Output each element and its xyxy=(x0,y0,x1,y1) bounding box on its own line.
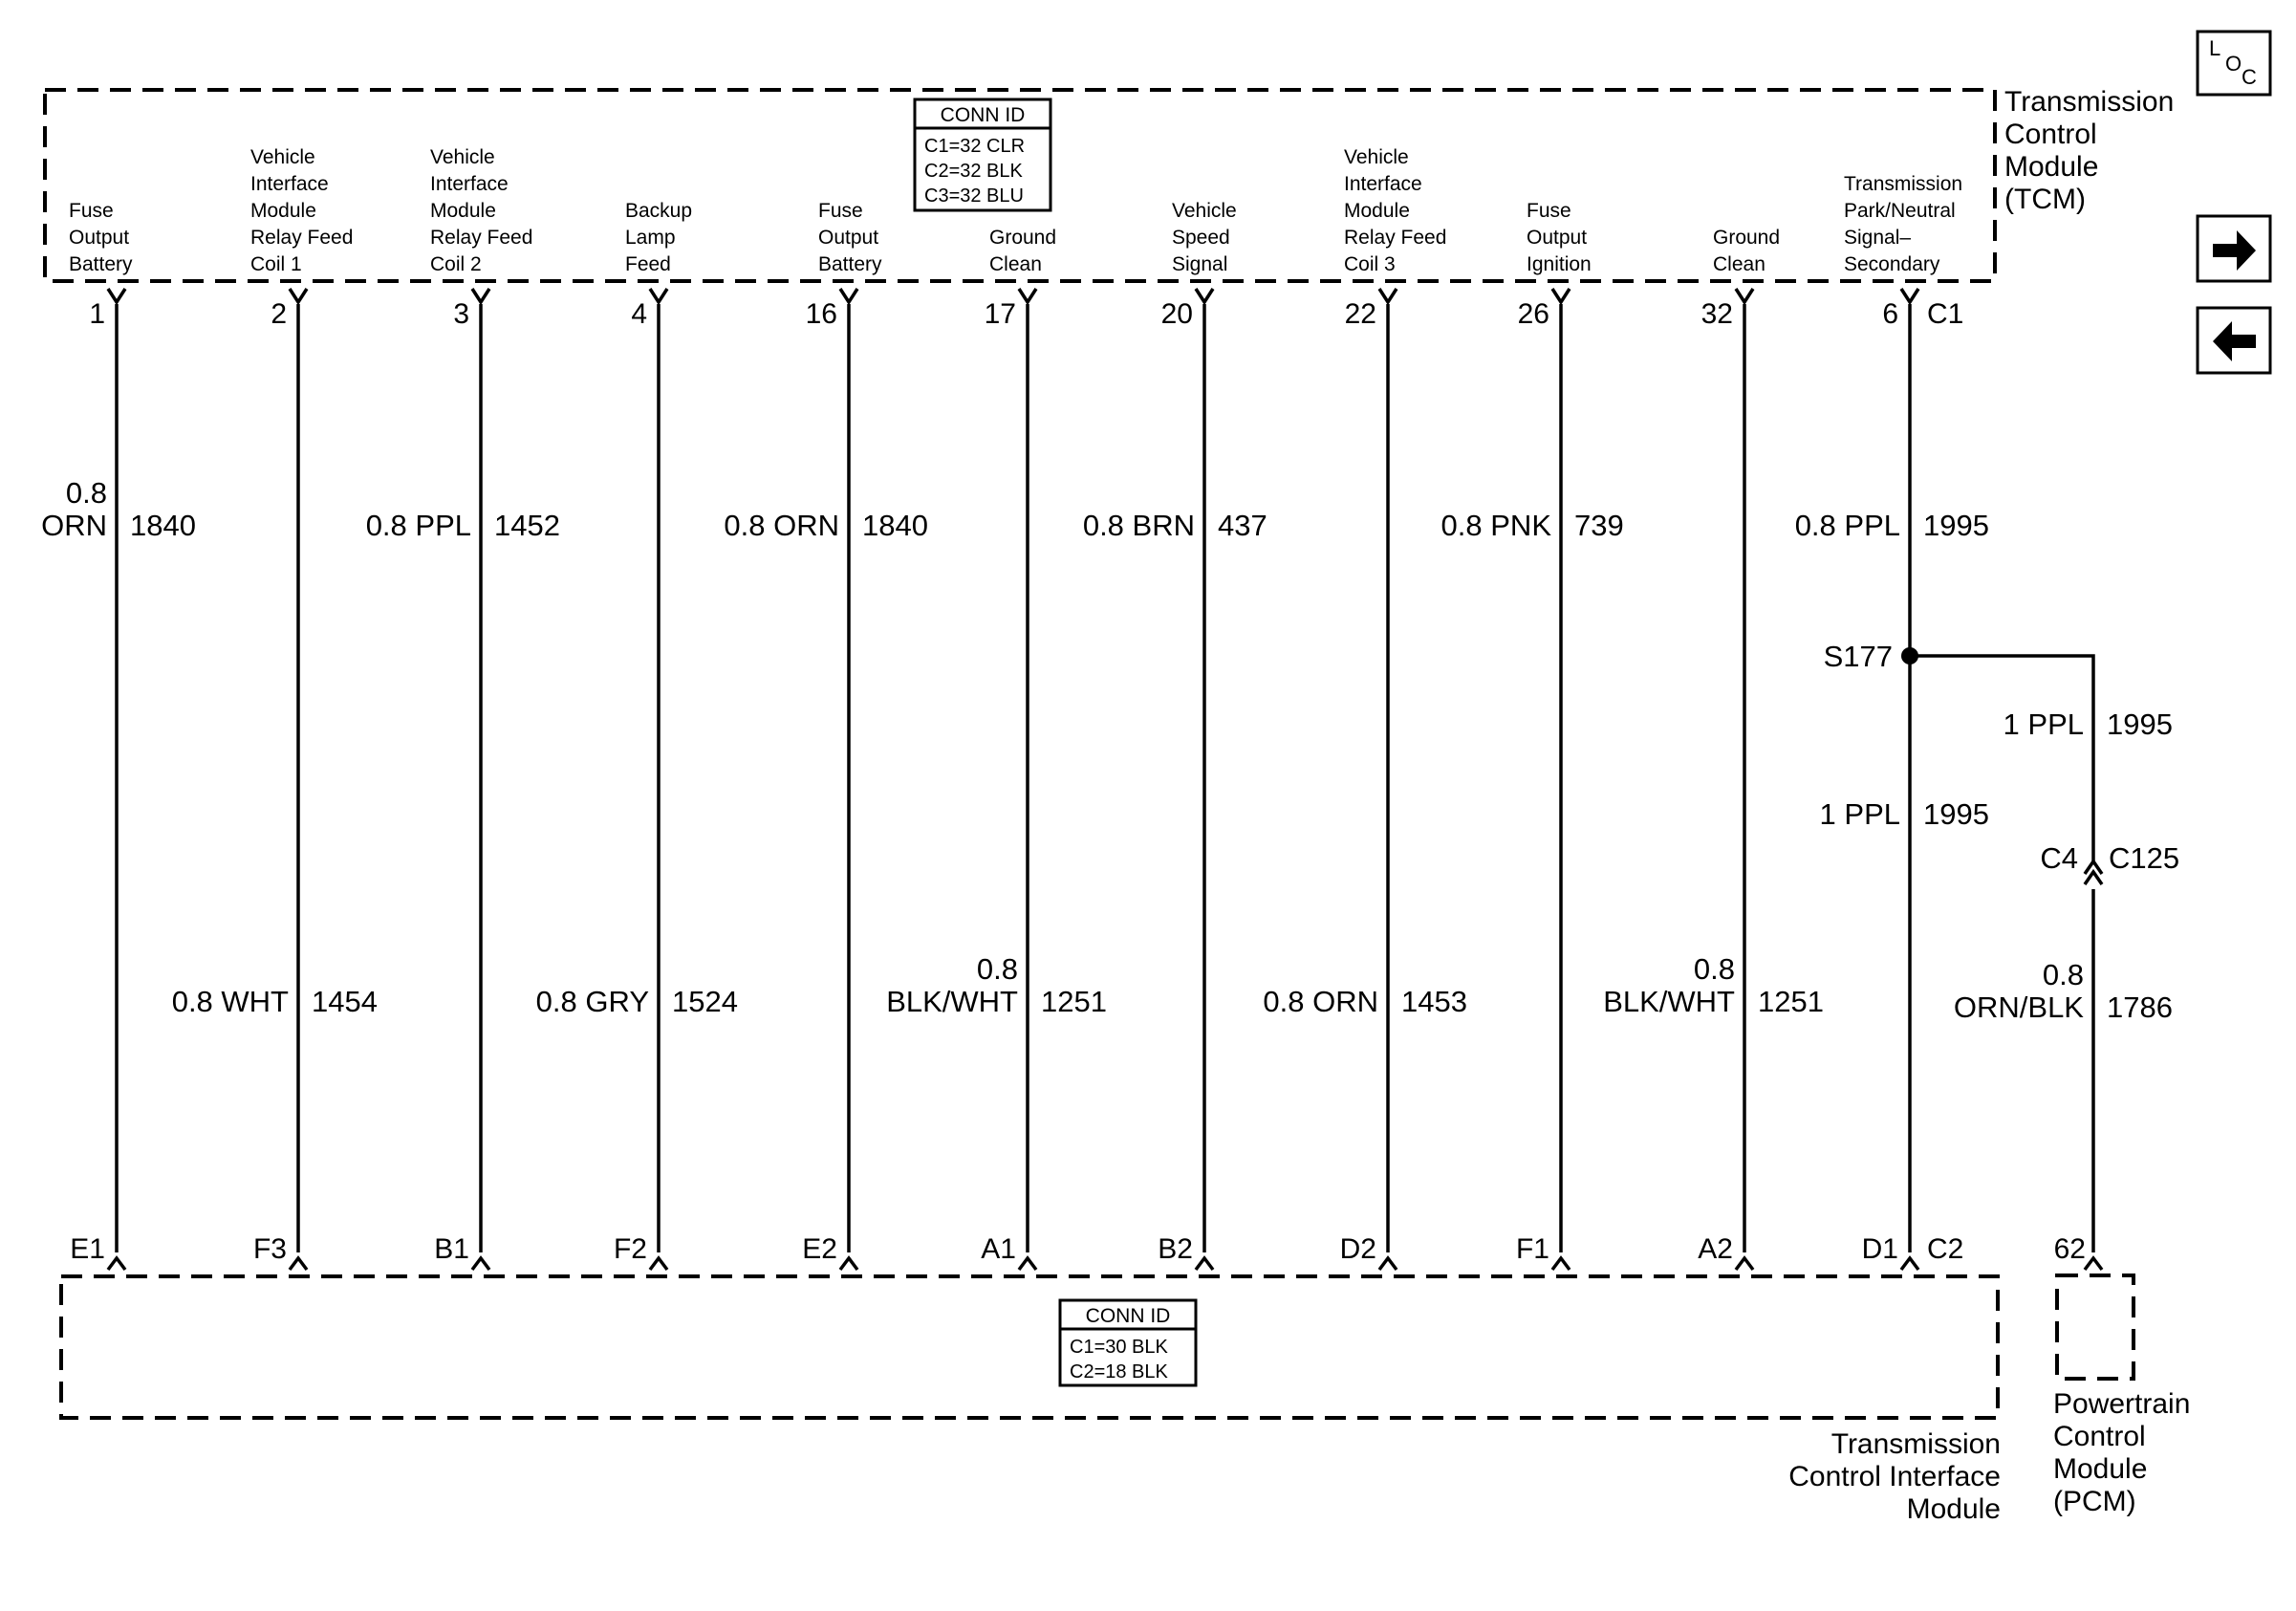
circuits-layer xyxy=(41,146,1989,1270)
terminal-label-line: Lamp xyxy=(625,227,676,249)
terminal-label-line: Relay Feed xyxy=(250,227,354,249)
top-pin-number: 3 xyxy=(453,298,469,330)
wire-color-bottom: 0.8 ORN xyxy=(1263,985,1378,1018)
top-pin-number: 1 xyxy=(89,298,105,330)
wire-color-top: 0.8 xyxy=(65,476,107,510)
terminal-label-line: Signal– xyxy=(1844,227,1912,249)
bottom-pin-number: A2 xyxy=(1698,1233,1733,1265)
terminal-label-line: Relay Feed xyxy=(430,227,533,249)
top-pin-number: 6 xyxy=(1882,298,1898,330)
circuit-number-top: 739 xyxy=(1574,509,1624,542)
terminal-label-line: Park/Neutral xyxy=(1844,200,1956,222)
circuit-number-top: 1995 xyxy=(1923,509,1989,542)
bottom-pin-number: F3 xyxy=(252,1233,287,1265)
terminal-label-line: Vehicle xyxy=(430,146,495,168)
svg-text:C2=18 BLK: C2=18 BLK xyxy=(1070,1361,1168,1382)
terminal-label-line: Backup xyxy=(625,200,693,222)
circuit-number-top: 1840 xyxy=(130,509,196,542)
terminal-label-line: Vehicle xyxy=(1172,200,1237,222)
terminal-label-line: Coil 2 xyxy=(430,253,482,275)
bottom-pin-number: F2 xyxy=(613,1233,647,1265)
branch-wire-color: 1 PPL xyxy=(2003,708,2084,741)
loc-icon[interactable] xyxy=(2198,32,2270,95)
tcm-name-line: Transmission xyxy=(2004,86,2175,118)
tcim-module-outline xyxy=(61,1276,1998,1418)
top-pin-number: 32 xyxy=(1700,298,1733,330)
top-pin-number: 16 xyxy=(805,298,837,330)
svg-text:CONN ID: CONN ID xyxy=(940,104,1026,126)
terminal-label-line: Coil 1 xyxy=(250,253,302,275)
terminal-label-line: Interface xyxy=(250,173,329,195)
bottom-pin-mark xyxy=(108,1258,125,1270)
tcm-connector-c1: C1 xyxy=(1927,298,1964,330)
wire-color-bottom: BLK/WHT xyxy=(1603,985,1735,1018)
inline-left-label: C4 xyxy=(2040,841,2078,875)
bottom-pin-number: D2 xyxy=(1339,1233,1376,1265)
top-pin-mark xyxy=(650,289,667,302)
bottom-pin-number: D1 xyxy=(1861,1233,1898,1265)
tcim-name-line: Transmission xyxy=(1830,1428,2001,1460)
terminal-label-line: Relay Feed xyxy=(1344,227,1447,249)
circuit-number-bottom: 1453 xyxy=(1401,985,1467,1018)
terminal-label-line: Coil 3 xyxy=(1344,253,1396,275)
wire-color-bottom: 0.8 GRY xyxy=(535,985,649,1018)
wire-color-top: 0.8 PPL xyxy=(365,509,471,542)
circuit-number-bottom: 1995 xyxy=(1923,797,1989,831)
terminal-label-line: Battery xyxy=(818,253,882,275)
bottom-pin-mark xyxy=(1901,1258,1918,1270)
wire-color-top: ORN xyxy=(41,509,107,542)
terminal-label-line: Output xyxy=(69,227,130,249)
pcm-name-line: Powertrain xyxy=(2053,1388,2191,1420)
svg-text:C2=32 BLK: C2=32 BLK xyxy=(924,161,1023,182)
tcim-name-line: Module xyxy=(1906,1493,2001,1525)
splice-name: S177 xyxy=(1823,640,1893,673)
top-pin-number: 26 xyxy=(1517,298,1549,330)
top-pin-number: 20 xyxy=(1160,298,1193,330)
pcm-name-line: (PCM) xyxy=(2053,1486,2136,1517)
bottom-pin-number: B2 xyxy=(1158,1233,1193,1265)
top-pin-mark xyxy=(472,289,489,302)
top-pin-mark xyxy=(1379,289,1397,302)
pcm-pin-mark xyxy=(2085,1258,2102,1270)
tcm-connector-c2: C2 xyxy=(1927,1233,1964,1265)
terminal-label-line: Transmission xyxy=(1844,173,1963,195)
branch-wire-circuit: 1995 xyxy=(2107,708,2173,741)
pcm-name-line: Module xyxy=(2053,1453,2148,1485)
wire-color-top: 0.8 PPL xyxy=(1794,509,1900,542)
top-pin-mark xyxy=(1552,289,1570,302)
terminal-label-line: Fuse xyxy=(818,200,863,222)
wire-color-top: 0.8 PNK xyxy=(1440,509,1551,542)
tcm-conn-id-box xyxy=(915,99,1051,210)
terminal-label-line: Fuse xyxy=(1527,200,1571,222)
bottom-pin-mark xyxy=(290,1258,307,1270)
top-pin-number: 4 xyxy=(631,298,647,330)
pcm-module-outline xyxy=(2057,1275,2134,1379)
tcm-name-line: Control xyxy=(2004,119,2097,150)
terminal-label-line: Vehicle xyxy=(1344,146,1409,168)
top-pin-mark xyxy=(840,289,857,302)
top-pin-number: 2 xyxy=(271,298,287,330)
bottom-pin-mark xyxy=(1019,1258,1036,1270)
svg-text:C1=32 CLR: C1=32 CLR xyxy=(924,136,1026,157)
tcim-conn-id-box xyxy=(1060,1300,1196,1385)
top-pin-mark xyxy=(1196,289,1213,302)
terminal-label-line: Ground xyxy=(1713,227,1781,249)
wire-color-bottom: 0.8 xyxy=(1693,952,1735,986)
top-pin-mark xyxy=(1736,289,1753,302)
wire-color-bottom: BLK/WHT xyxy=(886,985,1018,1018)
terminal-label-line: Vehicle xyxy=(250,146,315,168)
top-pin-mark xyxy=(108,289,125,302)
bottom-pin-mark xyxy=(1196,1258,1213,1270)
circuit-number-top: 1840 xyxy=(862,509,928,542)
terminal-label-line: Clean xyxy=(989,253,1042,275)
wire-color-bottom: 0.8 xyxy=(976,952,1018,986)
terminal-label-line: Output xyxy=(818,227,879,249)
bottom-pin-mark xyxy=(1736,1258,1753,1270)
inline-connector-c4-c125 xyxy=(2085,861,2102,884)
top-pin-mark xyxy=(290,289,307,302)
pcm-wire-color-line: ORN/BLK xyxy=(1953,991,2084,1024)
circuit-number-bottom: 1251 xyxy=(1041,985,1107,1018)
bottom-pin-mark xyxy=(1552,1258,1570,1270)
splice-branch xyxy=(1824,640,2180,1270)
terminal-label-line: Ignition xyxy=(1527,253,1592,275)
bottom-pin-mark xyxy=(1379,1258,1397,1270)
svg-text:L: L xyxy=(2209,36,2221,60)
bottom-pin-number: E2 xyxy=(802,1233,837,1265)
pcm-name-line: Control xyxy=(2053,1421,2146,1452)
bottom-pin-mark xyxy=(650,1258,667,1270)
circuit-number-bottom: 1524 xyxy=(672,985,738,1018)
bottom-pin-number: F1 xyxy=(1515,1233,1549,1265)
terminal-label-line: Feed xyxy=(625,253,671,275)
bottom-pin-number: E1 xyxy=(70,1233,105,1265)
circuit-number-bottom: 1454 xyxy=(312,985,378,1018)
arrow-right-icon[interactable] xyxy=(2198,216,2270,281)
top-pin-number: 22 xyxy=(1344,298,1376,330)
branch-wire xyxy=(1910,656,2093,862)
tcm-name-line: Module xyxy=(2004,151,2099,183)
terminal-label-line: Module xyxy=(430,200,496,222)
terminal-label-line: Secondary xyxy=(1844,253,1940,275)
terminal-label-line: Output xyxy=(1527,227,1588,249)
wire-color-top: 0.8 ORN xyxy=(724,509,839,542)
top-pin-number: 17 xyxy=(984,298,1016,330)
terminal-label-line: Module xyxy=(250,200,316,222)
terminal-label-line: Interface xyxy=(430,173,509,195)
pcm-wire-circuit: 1786 xyxy=(2107,991,2173,1024)
terminal-label-line: Fuse xyxy=(69,200,114,222)
terminal-label-line: Signal xyxy=(1172,253,1228,275)
wire-color-bottom: 1 PPL xyxy=(1819,797,1900,831)
inline-right-label: C125 xyxy=(2109,841,2180,875)
svg-text:CONN ID: CONN ID xyxy=(1085,1305,1171,1327)
bottom-pin-number: B1 xyxy=(434,1233,469,1265)
pcm-wire-color-line: 0.8 xyxy=(2042,958,2084,991)
top-pin-mark xyxy=(1019,289,1036,302)
bottom-pin-mark xyxy=(840,1258,857,1270)
arrow-left-icon[interactable] xyxy=(2198,308,2270,373)
tcm-name-line: (TCM) xyxy=(2004,184,2086,215)
terminal-label-line: Ground xyxy=(989,227,1057,249)
bottom-pin-mark xyxy=(472,1258,489,1270)
svg-text:O: O xyxy=(2225,52,2242,76)
svg-text:C1=30 BLK: C1=30 BLK xyxy=(1070,1337,1168,1358)
bottom-pin-number: A1 xyxy=(981,1233,1016,1265)
splice-s177-dot xyxy=(1901,647,1918,664)
terminal-label-line: Battery xyxy=(69,253,133,275)
svg-text:C3=32 BLU: C3=32 BLU xyxy=(924,185,1024,207)
terminal-label-line: Interface xyxy=(1344,173,1422,195)
circuit-number-top: 437 xyxy=(1218,509,1267,542)
wire-color-bottom: 0.8 WHT xyxy=(171,985,289,1018)
tcim-name-line: Control Interface xyxy=(1788,1461,2001,1492)
pcm-pin: 62 xyxy=(2053,1233,2086,1265)
top-pin-mark xyxy=(1901,289,1918,302)
svg-text:C: C xyxy=(2242,65,2257,89)
circuit-number-bottom: 1251 xyxy=(1758,985,1824,1018)
terminal-label-line: Clean xyxy=(1713,253,1765,275)
circuit-number-top: 1452 xyxy=(494,509,560,542)
terminal-label-line: Speed xyxy=(1172,227,1230,249)
wire-color-top: 0.8 BRN xyxy=(1082,509,1195,542)
terminal-label-line: Module xyxy=(1344,200,1410,222)
